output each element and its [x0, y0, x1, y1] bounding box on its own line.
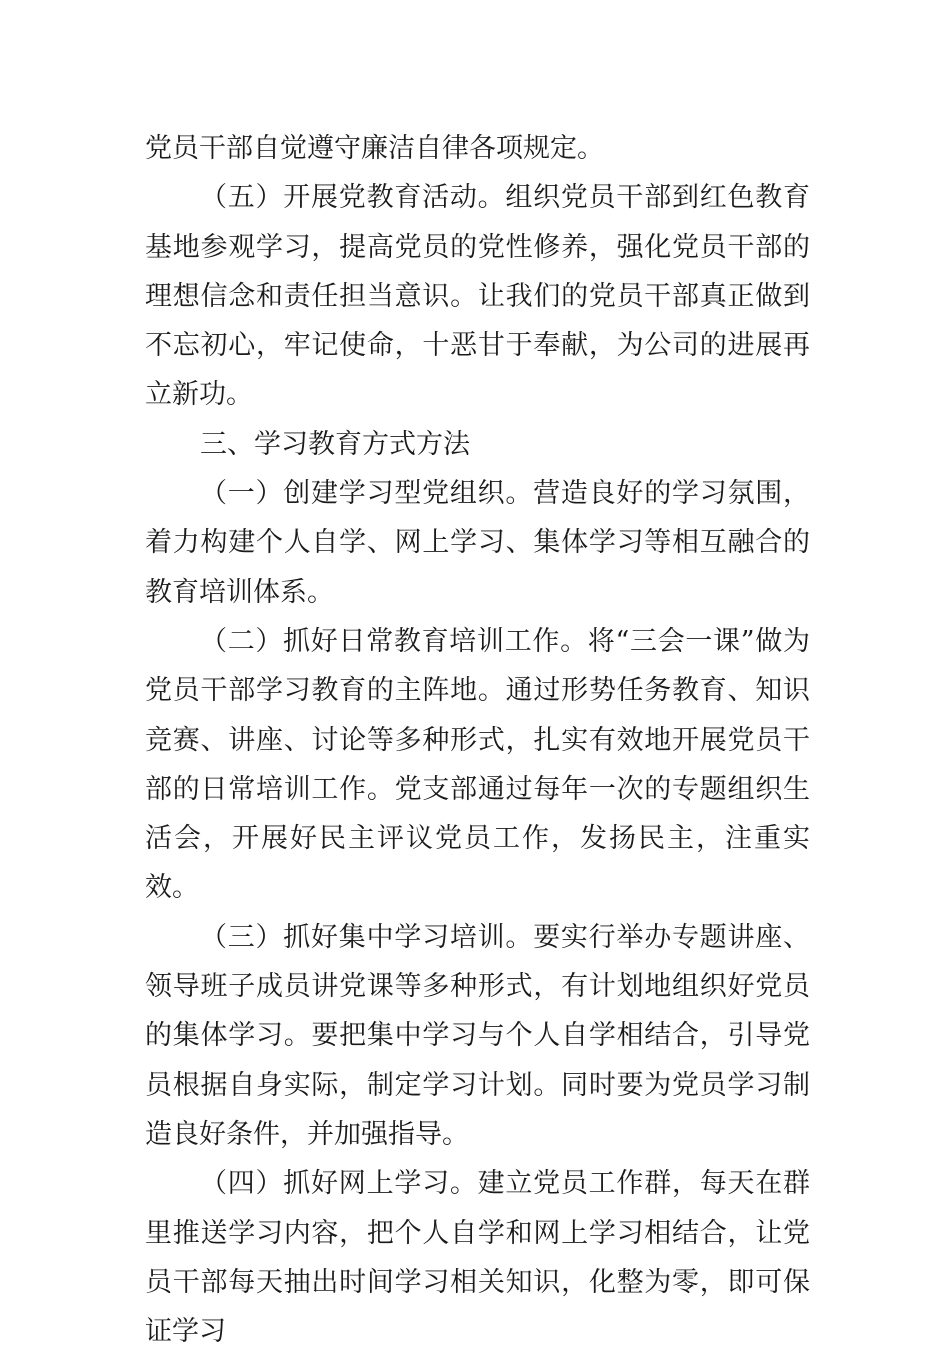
paragraph-item-3-centralized-training: （三）抓好集中学习培训。要实行举办专题讲座、领导班子成员讲党课等多种形式，有计划地组织好党员的集体学习。要把集中学习与个人自学相结合，引导党员根据自身实际，制定学习计划。同时要为党员学习制造良好条件，并加强指导。: [145, 921, 810, 1150]
section-heading-3: 三、学习教育方式方法: [200, 428, 470, 460]
paragraph-item-5-education-activity: （五）开展党教育活动。组织党员干部到红色教育基地参观学习，提高党员的党性修养，强化党员干部的理想信念和责任担当意识。让我们的党员干部真正做到不忘初心，牢记使命，十恶甘于奉献，为公司的进展再立新功。: [145, 182, 810, 411]
paragraph-continuation: 党员干部自觉遵守廉洁自律各项规定。: [145, 133, 604, 164]
paragraph-item-4-online-learning: （四）抓好网上学习。建立党员工作群，每天在群里推送学习内容，把个人自学和网上学习相结合，让党员干部每天抽出时间学习相关知识，化整为零，即可保证学习: [145, 1168, 810, 1348]
document-body: [145, 124, 810, 1356]
paragraph-item-1-learning-organization: （一）创建学习型党组织。营造良好的学习氛围，着力构建个人自学、网上学习、集体学习等相互融合的教育培训体系。: [145, 478, 810, 608]
paragraph-item-2-daily-training: （二）抓好日常教育培训工作。将“三会一课”做为党员干部学习教育的主阵地。通过形势任务教育、知识竞赛、讲座、讨论等多种形式，扎实有效地开展党员干部的日常培训工作。党支部通过每年一次的专题组织生活会，开展好民主评议党员工作，发扬民主，注重实效。: [145, 625, 810, 904]
